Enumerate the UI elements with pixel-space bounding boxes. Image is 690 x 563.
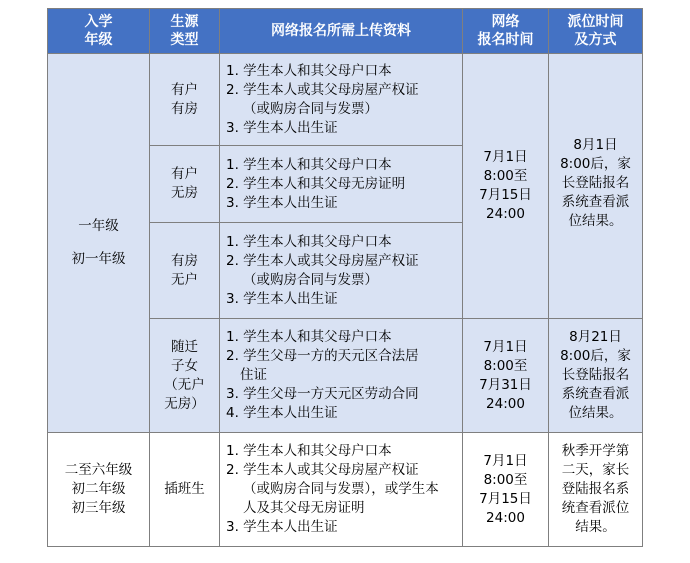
registration-time-cell-c bbox=[463, 433, 549, 547]
cell-line: 7月1日 bbox=[483, 338, 528, 355]
cell-line: 8月1日 bbox=[573, 137, 618, 153]
enrollment-table-wrapper bbox=[47, 8, 643, 547]
header-line: 网络 bbox=[491, 14, 520, 30]
grade-cell-group1: 一年级 初一年级 bbox=[48, 54, 150, 433]
cell-line: 子女 bbox=[171, 357, 198, 374]
header-line: 年级 bbox=[84, 32, 113, 48]
dispatch-cell-b bbox=[549, 319, 643, 433]
cell-line: 7月15日 bbox=[479, 187, 532, 203]
cell-line: 系统查看派 bbox=[561, 386, 630, 402]
cell-line: 7月31日 bbox=[479, 376, 532, 393]
cell-line: 随迁 bbox=[171, 338, 198, 355]
cell-line: 有房 bbox=[171, 100, 198, 117]
header-dispatch bbox=[549, 9, 643, 54]
cell-line: 8:00至 bbox=[483, 357, 528, 374]
cell-line: （无户 bbox=[164, 376, 205, 393]
cell-line: 24:00 bbox=[486, 395, 525, 412]
cell-line: 无户 bbox=[171, 271, 198, 288]
cell-line: 无房） bbox=[164, 395, 205, 412]
header-line: 类型 bbox=[170, 32, 199, 48]
materials-cell: 1. 学生本人和其父母户口本 2. 学生父母一方的天元区合法居 住证 3. 学生父母一方天元区劳动合同 4. 学生本人出生证 bbox=[220, 319, 463, 433]
cell-line: 初二年级 bbox=[71, 481, 126, 497]
header-line: 生源 bbox=[170, 14, 199, 30]
cell-line: 8月21日 bbox=[569, 329, 622, 345]
source-type-cell bbox=[150, 319, 220, 433]
cell-line: 长登陆报名 bbox=[561, 367, 630, 383]
cell-line: 位结果。 bbox=[568, 405, 623, 421]
header-line: 报名时间 bbox=[477, 32, 534, 48]
cell-line: 7月15日 bbox=[479, 490, 532, 507]
header-line: 入学 bbox=[84, 14, 113, 30]
header-registration-time bbox=[463, 9, 549, 54]
source-type-cell bbox=[150, 54, 220, 146]
dispatch-cell-a bbox=[549, 54, 643, 319]
header-line: 网络报名所需上传资料 bbox=[271, 23, 411, 39]
cell-line: 7月1日 bbox=[483, 149, 528, 165]
enrollment-table bbox=[47, 8, 643, 547]
cell-line: 结果。 bbox=[575, 519, 616, 535]
cell-line: 无房 bbox=[171, 185, 198, 201]
cell-line: 有户 bbox=[171, 166, 198, 182]
table-row bbox=[48, 433, 643, 547]
materials-cell: 1. 学生本人和其父母户口本 2. 学生本人或其父母房屋产权证 （或购房合同与发票） 3. 学生本人出生证 bbox=[220, 54, 463, 146]
cell-line: 8:00至 bbox=[483, 168, 528, 184]
cell-line: 有房 bbox=[171, 252, 198, 269]
table-row bbox=[48, 54, 643, 146]
header-source-type bbox=[150, 9, 220, 54]
registration-time-cell-a bbox=[463, 54, 549, 319]
header-grade bbox=[48, 9, 150, 54]
cell-line: 有户 bbox=[171, 81, 198, 98]
cell-line: 24:00 bbox=[486, 206, 525, 222]
cell-line: 8:00后，家 bbox=[560, 348, 631, 364]
registration-time-cell-b bbox=[463, 319, 549, 433]
source-type-cell bbox=[150, 223, 220, 319]
header-line: 派位时间 bbox=[567, 14, 624, 30]
cell-line: 登陆报名系 bbox=[561, 481, 630, 497]
materials-cell: 1. 学生本人和其父母户口本 2. 学生本人或其父母房屋产权证 （或购房合同与发票） 3. 学生本人出生证 bbox=[220, 223, 463, 319]
cell-line: 24:00 bbox=[486, 509, 525, 526]
cell-line: 初三年级 bbox=[71, 500, 126, 516]
cell-line: 秋季开学第 bbox=[561, 443, 630, 459]
header-materials bbox=[220, 9, 463, 54]
cell-line: 8:00后，家 bbox=[560, 156, 631, 172]
cell-line: 二至六年级 bbox=[64, 462, 133, 478]
grade-cell-group2 bbox=[48, 433, 150, 547]
cell-line: 系统查看派 bbox=[561, 194, 630, 210]
materials-cell: 1. 学生本人和其父母户口本 2. 学生本人或其父母房屋产权证 （或购房合同与发票），或学生本 人及其父母无房证明 3. 学生本人出生证 bbox=[220, 433, 463, 547]
source-type-cell bbox=[150, 146, 220, 223]
materials-cell: 1. 学生本人和其父母户口本 2. 学生本人和其父母无房证明 3. 学生本人出生证 bbox=[220, 146, 463, 223]
cell-line: 统查看派位 bbox=[561, 500, 630, 516]
header-row bbox=[48, 9, 643, 54]
cell-line: 7月1日 bbox=[483, 452, 528, 469]
cell-line: 长登陆报名 bbox=[561, 175, 630, 191]
source-type-cell: 插班生 bbox=[150, 433, 220, 547]
cell-line: 位结果。 bbox=[568, 213, 623, 229]
header-line: 及方式 bbox=[574, 32, 617, 48]
cell-line: 二天，家长 bbox=[561, 462, 630, 478]
dispatch-cell-c bbox=[549, 433, 643, 547]
cell-line: 8:00至 bbox=[483, 471, 528, 488]
